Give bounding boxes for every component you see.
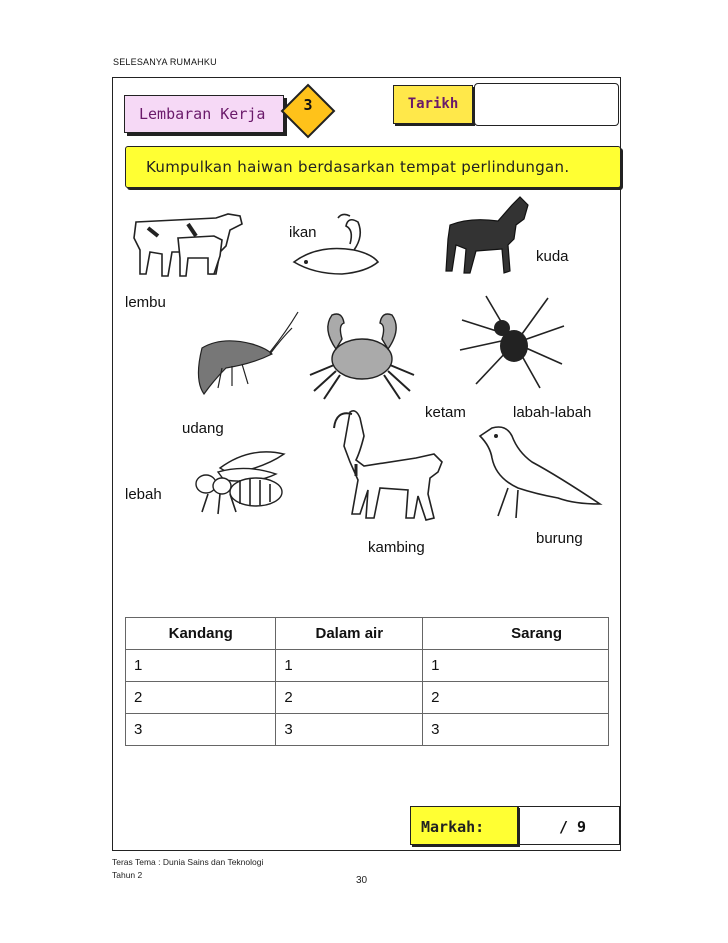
- label-ketam: ketam: [425, 404, 466, 421]
- table-header-row: [126, 618, 609, 650]
- running-header: SELESANYA RUMAHKU: [113, 57, 217, 67]
- bee-icon: [190, 448, 290, 522]
- score-label: Markah:: [410, 806, 518, 845]
- fish-icon: [288, 210, 384, 282]
- table-cell[interactable]: 3: [276, 714, 423, 746]
- bird-icon: [472, 422, 604, 522]
- label-ikan: ikan: [289, 224, 317, 241]
- table-cell[interactable]: 3: [423, 714, 609, 746]
- date-field[interactable]: [474, 83, 619, 126]
- date-label: Tarikh: [393, 85, 473, 124]
- page-number: 30: [356, 875, 368, 886]
- table-cell[interactable]: 1: [423, 650, 609, 682]
- column-header-dalam-air: Dalam air: [276, 618, 423, 650]
- label-kambing: kambing: [368, 539, 425, 556]
- sorting-table: [125, 617, 609, 746]
- label-kuda: kuda: [536, 248, 569, 265]
- table-row: [126, 650, 609, 682]
- goat-icon: [330, 406, 452, 528]
- label-burung: burung: [536, 530, 583, 547]
- column-header-kandang: Kandang: [126, 618, 276, 650]
- table-cell[interactable]: 2: [126, 682, 276, 714]
- column-header-sarang: Sarang: [423, 618, 609, 650]
- table-cell[interactable]: 1: [126, 650, 276, 682]
- table-cell[interactable]: 3: [126, 714, 276, 746]
- table-cell[interactable]: 2: [423, 682, 609, 714]
- spider-icon: [456, 290, 566, 390]
- cow-icon: [128, 208, 250, 280]
- label-labah: labah-labah: [513, 404, 592, 421]
- crab-icon: [302, 305, 422, 405]
- worksheet-number: 3: [303, 96, 313, 114]
- shrimp-icon: [182, 308, 302, 404]
- footer-year: Tahun 2: [112, 870, 143, 880]
- score-field[interactable]: / 9: [518, 806, 620, 845]
- instruction-banner: Kumpulkan haiwan berdasarkan tempat perlindungan.: [125, 146, 621, 188]
- label-udang: udang: [182, 420, 224, 437]
- table-cell[interactable]: 2: [276, 682, 423, 714]
- label-lebah: lebah: [125, 486, 162, 503]
- horse-icon: [440, 195, 536, 277]
- table-row: [126, 714, 609, 746]
- label-lembu: lembu: [125, 294, 166, 311]
- worksheet-label: Lembaran Kerja: [124, 95, 284, 133]
- footer-theme: Teras Tema : Dunia Sains dan Teknologi: [112, 857, 264, 867]
- table-row: [126, 682, 609, 714]
- table-cell[interactable]: 1: [276, 650, 423, 682]
